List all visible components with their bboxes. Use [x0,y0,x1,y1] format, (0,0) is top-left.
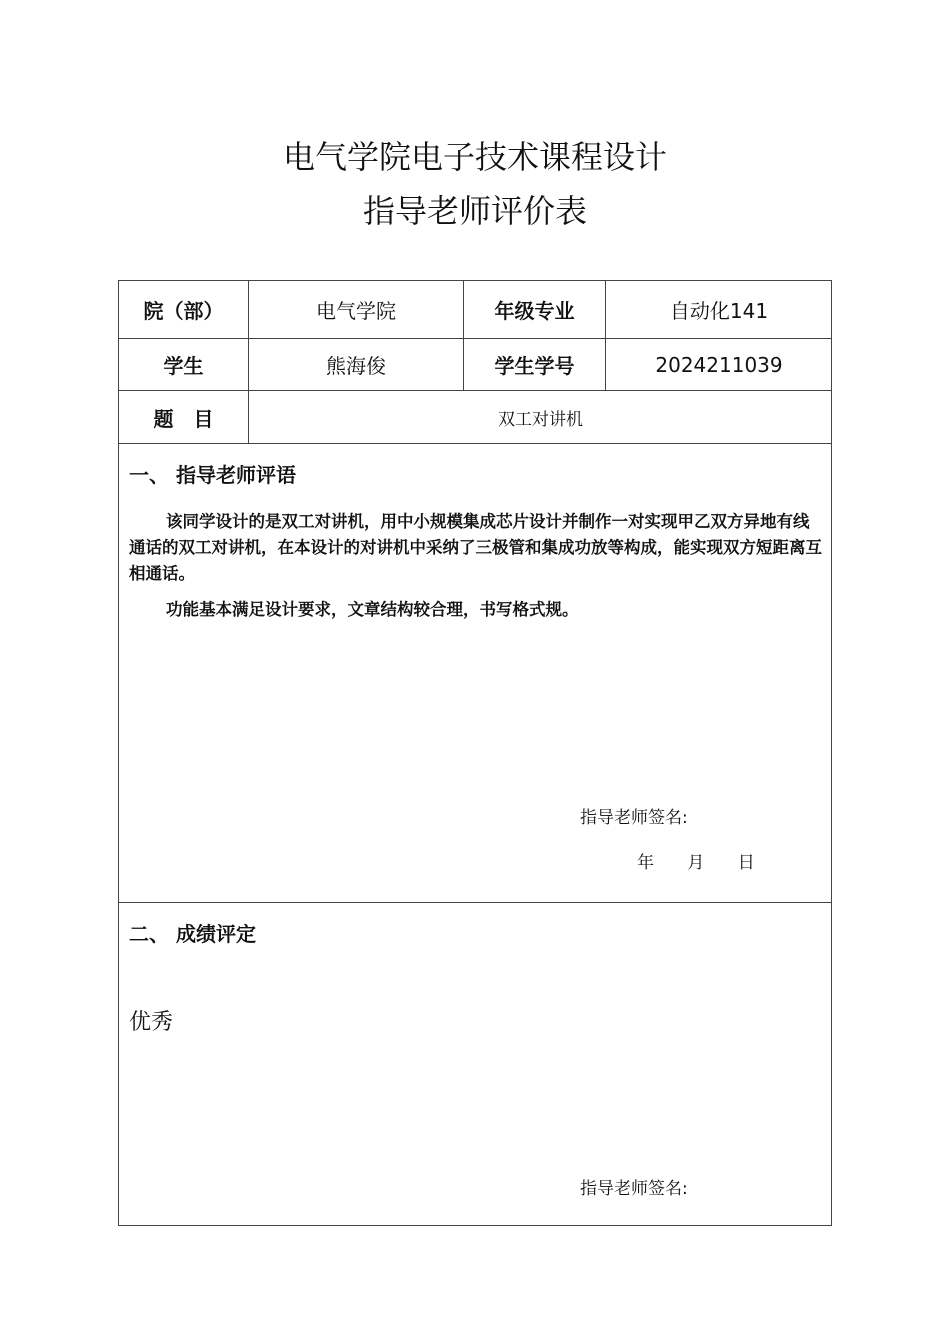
grade-heading: 二、 成绩评定 [129,922,256,946]
grade-section [118,902,832,1226]
comments-section [118,443,832,902]
page-title: 电气学院电子技术课程设计 [282,138,667,176]
comment-paragraph-1: 该同学设计的是双工对讲机，用中小规模集成芯片设计并制作一对实现甲乙双方异地有线通话的双工对讲机，在本设计的对讲机中采纳了三极管和集成功放等构成，能实现双方短距离互相通话。 [129,512,822,583]
comment-paragraph-2: 功能基本满足设计要求，文章结构较合理，书写格式规。 [166,600,579,619]
student-id-label: 学生学号 [463,338,605,390]
topic-value: 双工对讲机 [248,390,832,443]
table-border-right [831,280,832,1226]
comments-date-line: 年 月 日 [637,853,755,873]
grade-signature-label: 指导老师签名: [580,1179,688,1199]
student-id-value: 2024211039 [605,338,832,390]
topic-label: 题 目 [118,390,248,443]
comments-heading: 一、 指导老师评语 [129,463,296,487]
evaluation-table [118,280,832,1226]
grade-value: 优秀 [129,1010,174,1035]
student-value: 熊海俊 [248,338,463,390]
comments-signature-label: 指导老师签名: [580,808,688,828]
dept-label: 院（部） [118,280,248,338]
page-subtitle: 指导老师评价表 [362,192,587,230]
dept-value: 电气学院 [248,280,463,338]
student-label: 学生 [118,338,248,390]
major-value: 自动化141 [605,280,832,338]
major-label: 年级专业 [463,280,605,338]
table-border-bottom [118,1225,832,1226]
